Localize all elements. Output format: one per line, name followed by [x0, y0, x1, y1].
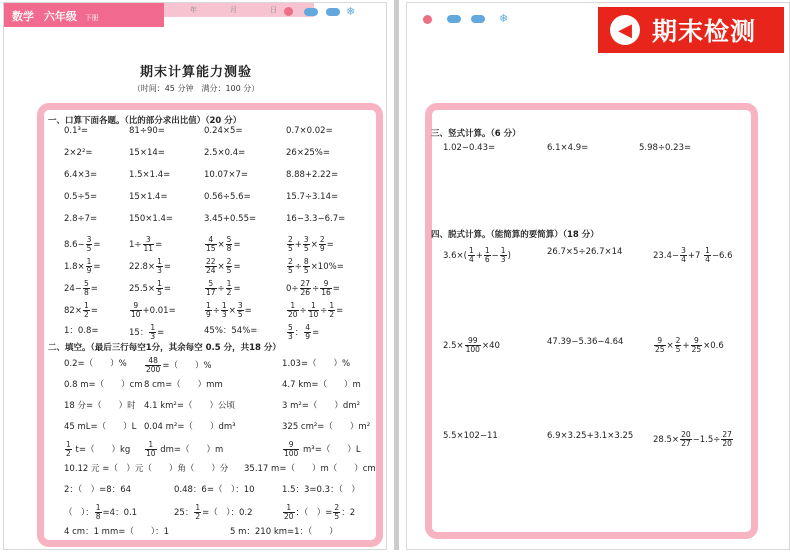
fraction: $\frac{2}{5}$	[334, 503, 340, 521]
fraction: $\frac{9}{25}$	[655, 336, 665, 354]
oral-calc-item: $\frac{1}{20}$ ÷ $\frac{1}{10}$ ÷ $\frac{1}{2}$ =	[288, 301, 344, 319]
oral-calc-item: 0.7×0.02=	[286, 126, 333, 136]
dot-icon	[284, 7, 293, 16]
section4-heading: 四、脱式计算。（能简算的要简算）（18 分）	[431, 230, 599, 240]
oral-calc-item: 8.6− $\frac{3}{5}$ =	[64, 235, 101, 253]
step-calc-item: 3.6×( $\frac{1}{4}$ + $\frac{1}{6}$ − $\frac{1}{3}$ )	[443, 246, 511, 264]
volume-label: 下册	[84, 14, 99, 22]
fraction: $\frac{5}{3}$	[288, 323, 293, 341]
fill-blank-item: 3 m²=（ ）dm²	[282, 401, 361, 411]
fill-blank-item: 4.7 km=（ ）m	[282, 380, 361, 390]
step-calc-item: 6.9×3.25+3.1×3.25	[547, 431, 634, 441]
fraction: $\frac{1}{5}$	[157, 279, 162, 297]
fill-blank-item: 10.12 元 =（ ）元（ ）角（ ）分	[64, 464, 229, 474]
fraction: $\frac{3}{4}$	[681, 246, 686, 264]
exercise-frame-right	[425, 103, 758, 539]
step-calc-item: $\frac{9}{25}$ × $\frac{2}{5}$ + $\frac{9}{25}$ ×0.6	[655, 336, 724, 354]
left-page	[3, 2, 387, 550]
fraction: $\frac{5}{8}$	[83, 279, 89, 297]
fraction: $\frac{5}{17}$	[206, 279, 216, 297]
fraction: $\frac{1}{4}$	[705, 246, 710, 264]
fill-blank-item: 4 cm：1 mm=（ ）：1	[64, 527, 170, 537]
page-title: 期末计算能力测验	[139, 65, 252, 80]
fill-blank-item: $\frac{48}{200}$ =（ ）%	[146, 356, 212, 374]
subject-label: 数学	[12, 10, 34, 23]
fill-blank-item: 0.8 m=（ ）cm	[64, 380, 143, 390]
fraction: $\frac{1}{10}$	[146, 440, 156, 458]
step-calc-item: 26.7×5÷26.7×14	[547, 247, 623, 257]
fraction: $\frac{1}{2}$	[226, 279, 232, 297]
grade-label: 六年级	[43, 10, 77, 23]
vertical-calc-item: 5.98÷0.23=	[639, 143, 692, 153]
oral-calc-item: 45%：54%=	[204, 326, 258, 336]
date-month-label: 月	[230, 6, 237, 14]
oral-calc-item: $\frac{9}{10}$ +0.01=	[131, 301, 176, 319]
fill-blank-item: 45 mL=（ ）L	[64, 422, 137, 432]
oral-calc-item: 0÷ $\frac{27}{26}$ ÷ $\frac{9}{16}$ =	[286, 279, 340, 297]
fill-blank-item: $\frac{9}{100}$ m³=（ ）L	[284, 440, 361, 458]
date-year-label: 年	[190, 6, 197, 14]
fraction: $\frac{1}{4}$	[468, 246, 474, 264]
vertical-calc-item: 1.02−0.43=	[443, 143, 496, 153]
step-calc-item: 23.4− $\frac{3}{4}$ +7 $\frac{1}{4}$ −6.6	[653, 246, 733, 264]
exam-stamp	[595, 4, 787, 56]
oral-calc-item: 2.8÷7=	[64, 214, 98, 224]
cloud-icon	[447, 15, 461, 23]
fill-blank-item: 0.2=（ ）%	[64, 359, 127, 369]
fraction: $\frac{48}{200}$	[146, 356, 161, 374]
fraction: $\frac{1}{9}$	[206, 301, 211, 319]
oral-calc-item: 24− $\frac{5}{8}$ =	[64, 279, 98, 297]
fraction: $\frac{2}{5}$	[226, 257, 232, 275]
oral-calc-item: 1.5×1.4=	[129, 170, 171, 180]
fraction: $\frac{1}{3}$	[150, 323, 156, 341]
fraction: $\frac{1}{20}$	[288, 301, 298, 319]
back-arrow-icon: ◀	[610, 15, 640, 45]
oral-calc-item: $\frac{5}{3}$ ： $\frac{4}{9}$ =	[288, 323, 320, 341]
oral-calc-item: 0.24×5=	[204, 126, 243, 136]
fill-blank-item: 18 分=（ ）时	[64, 401, 136, 411]
fraction: $\frac{9}{16}$	[321, 279, 331, 297]
step-calc-item: 2.5× $\frac{99}{100}$ ×40	[443, 336, 500, 354]
fraction: $\frac{1}{9}$	[86, 257, 92, 275]
fill-blank-item: 1.03=（ ）%	[282, 359, 351, 369]
cloud-icon	[471, 15, 485, 23]
fraction: $\frac{3}{5}$	[86, 235, 92, 253]
fraction: $\frac{1}{8}$	[95, 503, 101, 521]
oral-calc-item: 8.88+2.22=	[286, 170, 339, 180]
oral-calc-item: 22.8× $\frac{1}{3}$ =	[129, 257, 171, 275]
oral-calc-item: 15×1.4=	[129, 192, 168, 202]
fraction: $\frac{9}{25}$	[691, 336, 702, 354]
fraction: $\frac{3}{11}$	[143, 235, 154, 253]
fill-blank-item: 325 cm²=（ ）m²	[282, 422, 371, 432]
fraction: $\frac{27}{20}$	[722, 430, 732, 448]
fill-blank-item: （ ）： $\frac{1}{8}$ =4：0.1	[64, 503, 138, 521]
fill-blank-item: 8 cm=（ ）mm	[144, 380, 223, 390]
oral-calc-item: 3.45+0.55=	[204, 214, 257, 224]
fill-blank-item: 0.48：6=（ ）：10	[174, 485, 255, 495]
step-calc-item: 28.5× $\frac{20}{27}$ −1.5÷ $\frac{27}{20}$	[653, 430, 732, 448]
oral-calc-item: $\frac{2}{5}$ ÷ $\frac{8}{5}$ ×10%=	[288, 257, 344, 275]
fraction: $\frac{1}{2}$	[83, 301, 89, 319]
oral-calc-item: 6.4×3=	[64, 170, 98, 180]
fraction: $\frac{1}{6}$	[484, 246, 490, 264]
fraction: $\frac{2}{5}$	[288, 235, 293, 253]
dot-icon	[423, 15, 432, 24]
fill-blank-item: 0.04 m²=（ ）dm³	[144, 422, 236, 432]
fraction: $\frac{99}{100}$	[465, 336, 480, 354]
fraction: $\frac{1}{2}$	[329, 301, 335, 319]
fraction: $\frac{5}{8}$	[226, 235, 232, 253]
oral-calc-item: 26×25%=	[286, 148, 330, 158]
fill-blank-item: 4.1 km²=（ ）公顷	[144, 401, 235, 411]
fill-blank-item: 1.5：3=0.3：（ ）	[282, 485, 360, 495]
oral-calc-item: 16−3.3−6.7=	[286, 214, 346, 224]
oral-calc-item: 0.56÷5.6=	[204, 192, 251, 202]
fill-blank-item: 25： $\frac{1}{2}$ =（ ）：0.2	[174, 503, 253, 521]
fraction: $\frac{27}{26}$	[300, 279, 311, 297]
fraction: $\frac{3}{5}$	[303, 235, 309, 253]
section1-heading: 一、口算下面各题。（比的部分求出比值）（20 分）	[48, 116, 242, 126]
fraction: $\frac{8}{5}$	[303, 257, 309, 275]
oral-calc-item: 25.5× $\frac{1}{5}$ =	[129, 279, 171, 297]
oral-calc-item: 81÷90=	[129, 126, 165, 136]
section3-heading: 三、竖式计算。（6 分）	[431, 129, 521, 139]
fill-blank-item: 2：（ ）=8：64	[64, 485, 132, 495]
fraction: $\frac{4}{15}$	[206, 235, 216, 253]
oral-calc-item: 1÷ $\frac{3}{11}$ =	[129, 235, 163, 253]
cloud-icon	[326, 8, 340, 16]
fraction: $\frac{1}{2}$	[195, 503, 201, 521]
fraction: $\frac{2}{5}$	[675, 336, 681, 354]
fraction: $\frac{1}{10}$	[308, 301, 319, 319]
subject-bar	[4, 3, 164, 27]
fraction: $\frac{1}{2}$	[66, 440, 71, 458]
step-calc-item: 5.5×102−11	[443, 431, 498, 441]
fraction: $\frac{3}{5}$	[237, 301, 243, 319]
oral-calc-item: 150×1.4=	[129, 214, 173, 224]
oral-calc-item: $\frac{2}{5}$ + $\frac{3}{5}$ × $\frac{2}{9}$ =	[288, 235, 334, 253]
fraction: $\frac{22}{24}$	[206, 257, 216, 275]
fill-blank-item: 5 m：210 km=1：（ ）	[230, 527, 338, 537]
oral-calc-item: $\frac{22}{24}$ × $\frac{2}{5}$ =	[206, 257, 241, 275]
fraction: $\frac{2}{5}$	[288, 257, 293, 275]
fraction: $\frac{20}{27}$	[681, 430, 691, 448]
oral-calc-item: 10.07×7=	[204, 170, 248, 180]
fraction: $\frac{1}{3}$	[221, 301, 227, 319]
cloud-icon	[304, 8, 318, 16]
section2-heading: 二、填空。（最后三行每空1分，其余每空 0.5 分，共18 分）	[48, 343, 281, 353]
fraction: $\frac{9}{10}$	[131, 301, 141, 319]
fill-blank-item: $\frac{1}{2}$ t=（ ）kg	[66, 440, 131, 458]
fill-blank-item: 35.17 m=（ ）m（ ）cm	[244, 464, 376, 474]
step-calc-item: 47.39−5.36−4.64	[547, 337, 624, 347]
fill-blank-item: $\frac{1}{20}$ ：（ ）= $\frac{2}{5}$ ：2	[284, 503, 356, 521]
date-day-label: 日	[270, 6, 277, 14]
fill-blank-item: $\frac{1}{10}$ dm=（ ）m	[146, 440, 224, 458]
oral-calc-item: 2×2²=	[64, 148, 93, 158]
fraction: $\frac{4}{9}$	[305, 323, 311, 341]
oral-calc-item: 15.7÷3.14=	[286, 192, 339, 202]
oral-calc-item: 82× $\frac{1}{2}$ =	[64, 301, 98, 319]
snowflake-icon: ❄	[499, 12, 509, 25]
fraction: $\frac{1}{20}$	[284, 503, 294, 521]
fraction: $\frac{1}{3}$	[157, 257, 162, 275]
fraction: $\frac{1}{3}$	[500, 246, 506, 264]
oral-calc-item: $\frac{5}{17}$ ÷ $\frac{1}{2}$ =	[206, 279, 241, 297]
fraction: $\frac{2}{9}$	[319, 235, 325, 253]
stamp-label: 期末检测	[652, 17, 757, 46]
snowflake-icon: ❄	[346, 5, 356, 18]
oral-calc-item: $\frac{1}{9}$ ÷ $\frac{1}{3}$ × $\frac{3}{5}$ =	[206, 301, 252, 319]
oral-calc-item: 0.1³=	[64, 126, 89, 136]
oral-calc-item: 1.8× $\frac{1}{9}$ =	[64, 257, 101, 275]
oral-calc-item: 1：0.8=	[64, 326, 99, 336]
oral-calc-item: 15： $\frac{1}{3}$ =	[129, 323, 165, 341]
oral-calc-item: 15×14=	[129, 148, 165, 158]
binder-divider	[394, 0, 399, 550]
header-band	[4, 3, 386, 27]
right-page	[406, 2, 790, 550]
fraction: $\frac{9}{100}$	[284, 440, 299, 458]
oral-calc-item: 0.5÷5=	[64, 192, 98, 202]
vertical-calc-item: 6.1×4.9=	[547, 143, 589, 153]
page-subtitle: （时间：45 分钟 满分：100 分）	[132, 84, 260, 93]
oral-calc-item: $\frac{4}{15}$ × $\frac{5}{8}$ =	[206, 235, 241, 253]
oral-calc-item: 2.5×0.4=	[204, 148, 246, 158]
